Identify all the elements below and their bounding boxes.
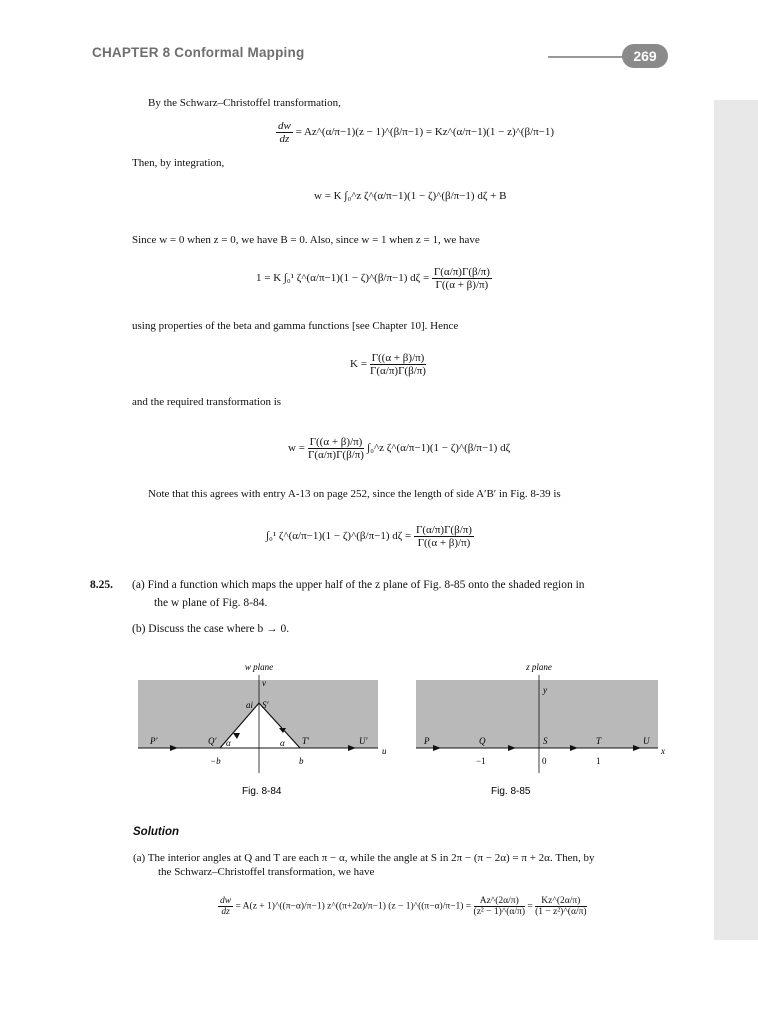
- fig84-label-b: b: [299, 756, 304, 766]
- eq4-den: Γ(α/π)Γ(β/π): [370, 365, 426, 377]
- problem-part-b: (b) Discuss the case where b → 0.: [132, 623, 290, 635]
- eq5-den: Γ(α/π)Γ(β/π): [308, 449, 364, 461]
- eq7-eq: =: [527, 901, 533, 912]
- header-rule: [548, 56, 628, 58]
- side-margin-tab: [714, 100, 758, 940]
- figures-svg: [130, 655, 690, 800]
- eq7-den: dz: [221, 907, 230, 917]
- eq1-den: dz: [279, 133, 290, 145]
- fig85-title: z plane: [526, 662, 552, 672]
- fig84-label-u-prime: U′: [359, 736, 368, 746]
- equation-5: [288, 436, 510, 461]
- equation-2: w = K ∫₀^z ζ^(α/π−1)(1 − ζ)^(β/π−1) dζ + B: [314, 190, 507, 202]
- eq5-num: Γ((α + β)/π): [309, 436, 363, 448]
- fig84-label-neg-b: −b: [210, 756, 221, 766]
- eq1-num: dw: [278, 120, 291, 132]
- page-number-badge: 269: [622, 44, 668, 68]
- fig85-label-x-axis: x: [661, 746, 665, 756]
- fig84-label-q: Q′: [208, 736, 217, 746]
- equation-4: [350, 352, 426, 377]
- eq6-den: Γ((α + β)/π): [417, 537, 471, 549]
- eq4-num: Γ((α + β)/π): [371, 352, 425, 364]
- paragraph-3: Since w = 0 when z = 0, we have B = 0. Also, since w = 1 when z = 1, we have: [132, 234, 480, 246]
- eq7-num: dw: [220, 896, 232, 906]
- fig85-label-p: P: [424, 736, 430, 746]
- fig85-label-t: T: [596, 736, 602, 746]
- fig85-label-y: y: [543, 685, 547, 695]
- equation-1: [276, 120, 554, 145]
- equation-6: [266, 524, 474, 549]
- paragraph-4: using properties of the beta and gamma functions [see Chapter 10]. Hence: [132, 320, 459, 332]
- fig84-label-alpha-left: α: [226, 738, 231, 748]
- fig85-label-one: 1: [596, 756, 601, 766]
- problem-part-a-cont: the w plane of Fig. 8-84.: [154, 597, 268, 609]
- solution-heading: Solution: [133, 826, 179, 838]
- paragraph-2: Then, by integration,: [132, 157, 225, 169]
- fig84-label-ai: ai: [246, 700, 254, 710]
- solution-a-line-1: (a) The interior angles at Q and T are each π − α, while the angle at S in 2π − (π − 2α) = π + 2α. Then, by: [133, 852, 595, 864]
- eq4-lhs: K =: [350, 358, 367, 371]
- fig84-label-u-axis: u: [382, 746, 387, 756]
- fig84-label-t: T′: [302, 736, 309, 746]
- problem-number: 8.25.: [90, 579, 113, 591]
- eq3-lhs: 1 = K ∫₀¹ ζ^(α/π−1)(1 − ζ)^(β/π−1) dζ =: [256, 272, 430, 285]
- fig85-shaded-region: [416, 680, 658, 748]
- problem-part-a: (a) Find a function which maps the upper half of the z plane of Fig. 8-85 onto the shaded region in: [132, 579, 585, 591]
- fig84-label-alpha-right: α: [280, 738, 285, 748]
- paragraph-6: Note that this agrees with entry A-13 on page 252, since the length of side A′B′ in Fig. 8-39 is: [148, 488, 561, 500]
- eq5-rhs: ∫₀^z ζ^(α/π−1)(1 − ζ)^(β/π−1) dζ: [367, 442, 511, 455]
- chapter-header: CHAPTER 8 Conformal Mapping: [92, 45, 305, 60]
- fig85-label-neg-one: −1: [476, 756, 486, 766]
- fig85-label-q: Q: [479, 736, 486, 746]
- fig85-caption: Fig. 8-85: [491, 786, 531, 797]
- equation-3: [256, 266, 492, 291]
- fig85-label-s: S: [543, 736, 548, 746]
- eq3-den: Γ((α + β)/π): [435, 279, 489, 291]
- eq1-rhs: = Az^(α/π−1)(z − 1)^(β/π−1) = Kz^(α/π−1)(1 − z)^(β/π−1): [295, 126, 555, 139]
- solution-a-line-2: the Schwarz–Christoffel transformation, we have: [158, 866, 375, 878]
- eq7-f1-den: (z² − 1)^(α/π): [473, 907, 525, 917]
- eq6-lhs: ∫₀¹ ζ^(α/π−1)(1 − ζ)^(β/π−1) dζ =: [266, 530, 412, 543]
- eq5-lhs: w =: [288, 442, 305, 455]
- paragraph-1: By the Schwarz–Christoffel transformation,: [148, 97, 341, 109]
- eq3-num: Γ(α/π)Γ(β/π): [433, 266, 490, 278]
- fig84-label-p: P′: [150, 736, 158, 746]
- eq7-f1-num: Az^(2α/π): [474, 896, 525, 907]
- paragraph-5: and the required transformation is: [132, 396, 282, 408]
- fig84-title: w plane: [244, 662, 274, 672]
- eq7-mid: = A(z + 1)^((π−α)/π−1) z^((π+2α)/π−1) (z − 1)^((π−α)/π−1) =: [235, 901, 472, 912]
- fig85-label-zero: 0: [542, 756, 547, 766]
- fig84-label-s: S′: [262, 700, 269, 710]
- eq7-f2-num: Kz^(2α/π): [535, 896, 586, 907]
- fig84-label-v: v: [262, 678, 266, 688]
- eq6-num: Γ(α/π)Γ(β/π): [416, 524, 472, 536]
- fig84-caption: Fig. 8-84: [242, 786, 282, 797]
- fig85-label-u: U: [643, 736, 650, 746]
- equation-7: [218, 896, 587, 917]
- eq7-f2-den: (1 − z²)^(α/π): [535, 907, 587, 917]
